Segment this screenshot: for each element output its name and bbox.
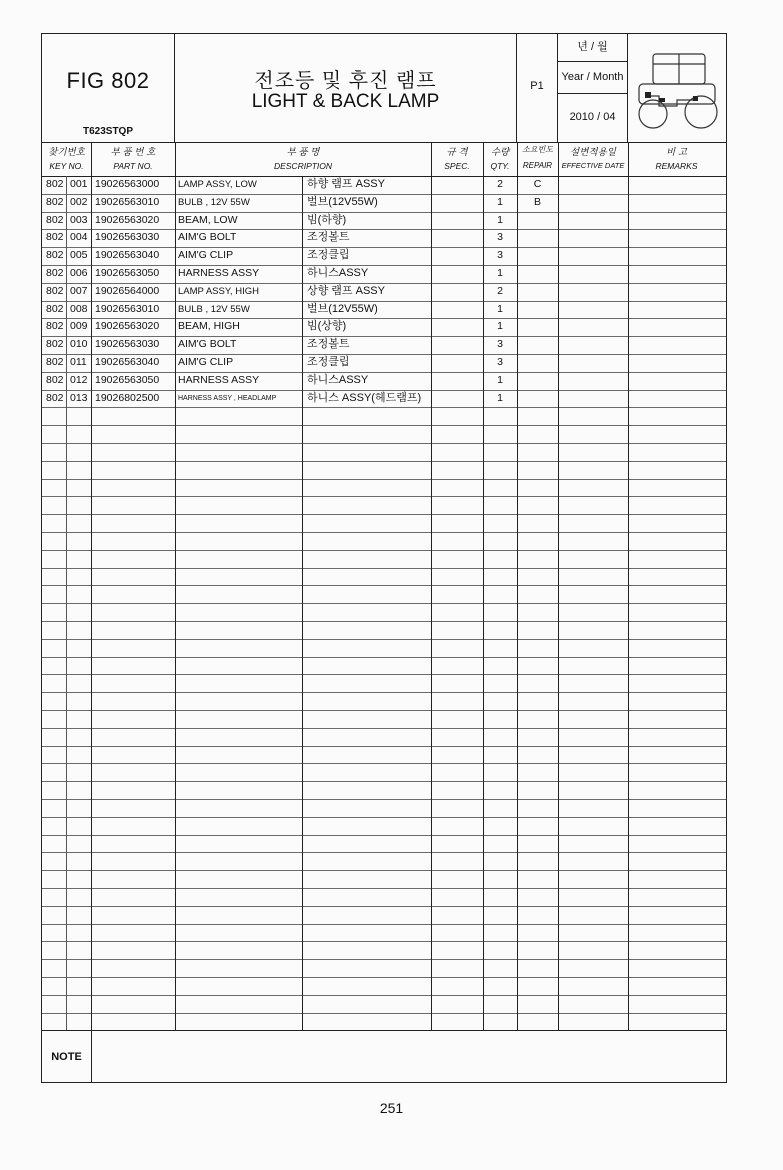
key-number: 009 — [70, 320, 88, 333]
table-row — [42, 568, 726, 587]
key-prefix: 802 — [46, 302, 64, 315]
quantity: 1 — [497, 195, 503, 208]
description-ko: 조정클립 — [307, 356, 350, 368]
repair-code: B — [533, 195, 541, 208]
part-number: 19026563050 — [95, 373, 160, 386]
year-month-en: Year / Month — [558, 61, 627, 94]
key-number: 013 — [70, 391, 88, 404]
key-prefix: 802 — [46, 195, 64, 208]
col-part-en: PART NO. — [113, 161, 153, 171]
description-en: LAMP ASSY, LOW — [178, 179, 257, 190]
col-repair-ko: 소요빈도 — [522, 145, 553, 154]
part-number: 19026563010 — [95, 302, 160, 315]
grid-line — [66, 176, 67, 1030]
title-korean: 전조등 및 후진 램프 — [254, 70, 437, 92]
table-row — [42, 461, 726, 480]
effective-date: 2010 / 04 — [569, 111, 616, 123]
description-en: AIM'G BOLT — [178, 338, 237, 351]
column-header — [42, 142, 726, 177]
quantity: 1 — [497, 267, 503, 279]
key-number: 002 — [70, 195, 88, 208]
description-ko: 벌브(12V55W) — [307, 302, 378, 315]
part-number: 19026563020 — [95, 320, 160, 333]
key-prefix: 802 — [46, 178, 64, 190]
grid-line — [431, 142, 432, 1030]
description-ko: 벌브(12V55W) — [307, 195, 378, 208]
grid-line — [302, 176, 303, 1030]
key-prefix: 802 — [46, 249, 64, 262]
table-row — [42, 852, 726, 871]
part-number: 19026563040 — [95, 249, 160, 262]
grid-line — [91, 142, 92, 1030]
table-row — [42, 639, 726, 658]
col-rem-en: REMARKS — [655, 161, 698, 171]
table-row — [42, 692, 726, 711]
grid-line — [628, 142, 629, 1030]
part-number: 19026563010 — [95, 195, 160, 208]
col-key-en: KEY NO. — [49, 161, 84, 171]
table-row — [42, 265, 726, 284]
table-row — [42, 924, 726, 943]
col-spec-ko: 규 격 — [446, 147, 468, 158]
description-ko: 조정볼트 — [307, 231, 350, 244]
quantity: 3 — [497, 356, 503, 368]
key-prefix: 802 — [46, 320, 64, 333]
table-row — [42, 1013, 726, 1032]
repair-code: C — [533, 178, 542, 190]
col-qty-en: QTY. — [490, 161, 510, 171]
grid-line — [483, 142, 484, 1030]
key-prefix: 802 — [46, 284, 64, 297]
key-number: 001 — [70, 178, 88, 190]
table-row — [42, 674, 726, 693]
description-ko: 빔(하향) — [307, 213, 347, 226]
table-row — [42, 390, 726, 409]
table-row — [42, 247, 726, 266]
table-row — [42, 496, 726, 515]
note-section — [42, 1030, 726, 1083]
table-row — [42, 425, 726, 444]
table-row — [42, 977, 726, 996]
table-row — [42, 550, 726, 569]
key-number: 008 — [70, 302, 88, 315]
key-number: 003 — [70, 213, 88, 226]
table-row — [42, 657, 726, 676]
quantity: 1 — [497, 373, 503, 386]
table-row — [42, 728, 726, 747]
key-number: 004 — [70, 231, 88, 244]
part-number: 19026563030 — [95, 338, 160, 351]
table-row — [42, 995, 726, 1014]
table-row — [42, 906, 726, 925]
key-number: 006 — [70, 267, 88, 279]
col-eff-ko: 설변적용일 — [570, 147, 616, 158]
quantity: 3 — [497, 249, 503, 262]
table-row — [42, 888, 726, 907]
key-number: 010 — [70, 338, 88, 351]
grid-line — [558, 142, 559, 1030]
table-row — [42, 176, 726, 195]
model-code: T623STQP — [82, 126, 134, 137]
year-month-ko: 년 / 월 — [558, 34, 627, 62]
table-row — [42, 763, 726, 782]
table-row — [42, 372, 726, 391]
table-row — [42, 870, 726, 889]
diagram-cell — [628, 34, 725, 142]
page-code-cell — [517, 34, 558, 142]
table-row — [42, 514, 726, 533]
table-row — [42, 336, 726, 355]
sheet-header — [42, 34, 726, 143]
quantity: 1 — [497, 320, 503, 333]
quantity: 3 — [497, 338, 503, 351]
key-number: 005 — [70, 249, 88, 262]
table-row — [42, 194, 726, 213]
description-en: BEAM, LOW — [178, 213, 238, 226]
table-row — [42, 354, 726, 373]
table-row — [42, 443, 726, 462]
key-prefix: 802 — [46, 373, 64, 386]
quantity: 2 — [497, 284, 503, 297]
key-prefix: 802 — [46, 391, 64, 404]
col-eff-en: EFFECTIVE DATE — [561, 161, 625, 170]
table-row — [42, 603, 726, 622]
fig-number: FIG 802 — [66, 68, 150, 93]
col-spec-en: SPEC. — [444, 161, 470, 171]
quantity: 1 — [497, 302, 503, 315]
key-prefix: 802 — [46, 356, 64, 368]
note-label: NOTE — [42, 1031, 92, 1083]
table-row — [42, 407, 726, 426]
description-en: HARNESS ASSY , HEADLAMP — [178, 394, 277, 402]
description-en: BULB , 12V 55W — [178, 303, 250, 315]
part-number: 19026563030 — [95, 231, 160, 244]
col-desc-en: DESCRIPTION — [273, 161, 333, 171]
table-row — [42, 817, 726, 836]
table-row — [42, 621, 726, 640]
parts-sheet — [41, 33, 727, 1083]
part-number: 19026564000 — [95, 284, 160, 297]
description-ko: 조정클립 — [307, 249, 350, 262]
quantity: 2 — [497, 178, 503, 190]
col-desc-ko: 부 품 명 — [286, 147, 320, 158]
page-code: P1 — [530, 80, 544, 92]
part-number: 19026563050 — [95, 267, 160, 279]
description-en: BULB , 12V 55W — [178, 196, 250, 208]
description-ko: 하향 램프 ASSY — [307, 178, 385, 190]
table-row — [42, 835, 726, 854]
tractor-diagram-icon — [633, 40, 721, 136]
table-row — [42, 941, 726, 960]
col-repair-en: REPAIR — [522, 161, 553, 170]
description-en: BEAM, HIGH — [178, 320, 240, 333]
table-row — [42, 959, 726, 978]
table-row — [42, 212, 726, 231]
quantity: 1 — [497, 213, 503, 226]
description-en: HARNESS ASSY — [178, 267, 260, 279]
table-row — [42, 585, 726, 604]
col-key-ko: 찾기번호 — [48, 147, 85, 158]
key-number: 011 — [70, 356, 87, 368]
grid-line — [175, 142, 176, 1030]
part-number: 19026563000 — [95, 178, 160, 190]
description-en: HARNESS ASSY — [178, 373, 260, 386]
description-ko: 하니스ASSY — [307, 373, 369, 386]
quantity: 1 — [497, 391, 503, 404]
description-en: LAMP ASSY, HIGH — [178, 285, 259, 297]
key-prefix: 802 — [46, 213, 64, 226]
table-row — [42, 746, 726, 765]
description-ko: 조정볼트 — [307, 338, 350, 351]
table-row — [42, 710, 726, 729]
col-qty-ko: 수량 — [490, 147, 510, 158]
description-en: AIM'G CLIP — [178, 356, 234, 368]
parts-table — [42, 142, 726, 1030]
key-prefix: 802 — [46, 338, 64, 351]
table-row — [42, 283, 726, 302]
key-number: 007 — [70, 284, 88, 297]
table-row — [42, 799, 726, 818]
part-number: 19026563040 — [95, 356, 160, 368]
table-row — [42, 301, 726, 320]
key-number: 012 — [70, 373, 88, 386]
description-ko: 상향 램프 ASSY — [307, 284, 385, 297]
year-month-cell — [558, 34, 628, 142]
title-cell — [175, 34, 517, 142]
table-row — [42, 318, 726, 337]
description-ko: 하니스ASSY — [307, 267, 369, 279]
key-prefix: 802 — [46, 267, 64, 279]
table-row — [42, 479, 726, 498]
description-ko: 빔(상향) — [307, 320, 347, 333]
description-en: AIM'G CLIP — [178, 249, 234, 262]
table-row — [42, 532, 726, 551]
col-part-ko: 부 품 번 호 — [110, 147, 156, 158]
fig-cell — [42, 34, 175, 142]
title-english: LIGHT & BACK LAMP — [251, 91, 440, 112]
part-number: 19026563020 — [95, 213, 160, 226]
key-prefix: 802 — [46, 231, 64, 244]
grid-line — [517, 142, 518, 1030]
table-row — [42, 781, 726, 800]
quantity: 3 — [497, 231, 503, 244]
description-en: AIM'G BOLT — [178, 231, 237, 244]
description-ko: 하니스 ASSY(헤드램프) — [307, 391, 422, 404]
page-number: 251 — [379, 1100, 404, 1116]
part-number: 19026802500 — [95, 391, 160, 404]
col-rem-ko: 비 고 — [666, 147, 687, 158]
table-row — [42, 229, 726, 248]
